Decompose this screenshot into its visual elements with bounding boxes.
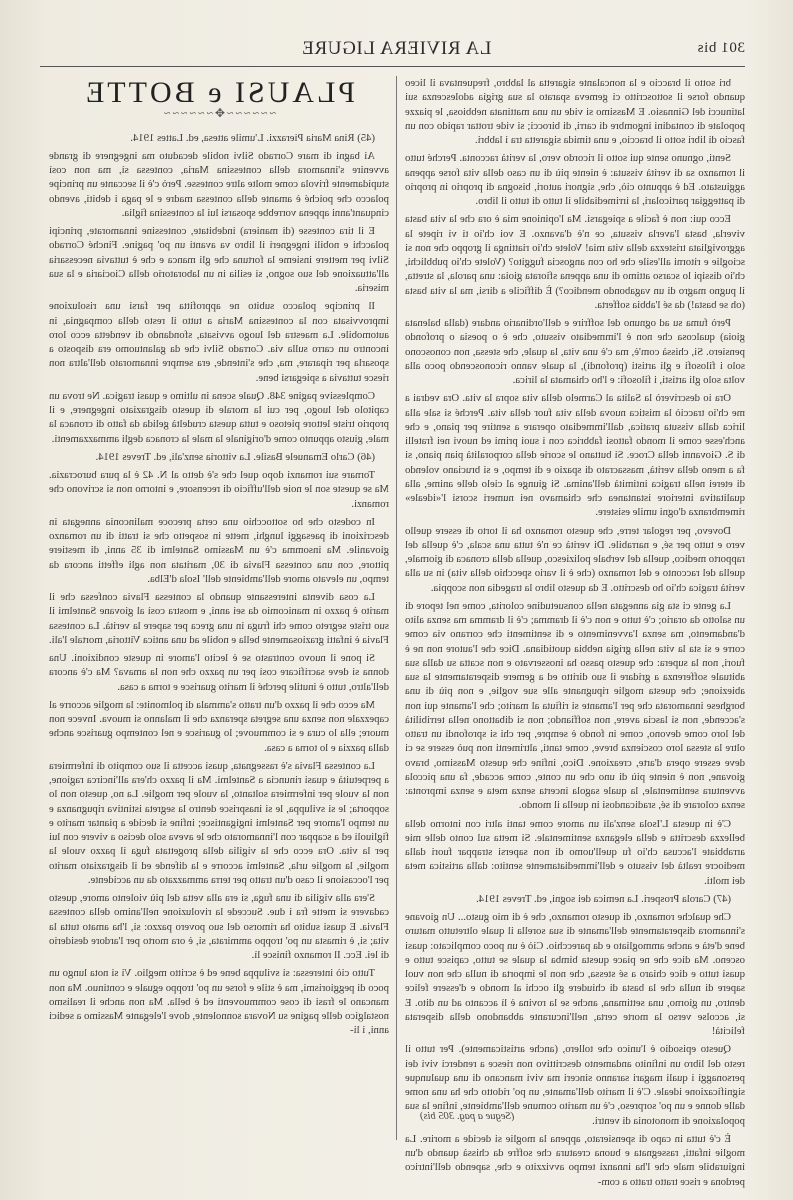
paragraph: Ora io descriverò la Salita al Carmelo della vita sopra la vita. Ora vedrai a me ch'io tracciò la mistica nuova della vita fuor della vita. Perché si sale alla lirica dalla vissuta pratica, dall'immediato operare a sentire per piano, e che anch'esse come il mondo fattosi fabbrica con i suoi primi ed nuovi nei fratelli di S. Giovanni della Croce. Si buttano le scorie della corporalità pian piano, si fa a meno della verità, massacrato di spazio e di tempo, e si bruciano volendo di eterei nella tragica intimità dell'anima. Si giunge al cielo delle anime, alla qualitativa interiore istantanea che chiamavo nei numeri scorsi l'«ideale» rimembranza d'ogni umile esistere. [405, 392, 745, 519]
paragraph: Complessive pagine 348. Quale scena in ultimo e quasi tragica. Ne trova un capitolo del luogo, per cui la morale di questo disgraziato ingegnere, e il proprio triste lettore pietoso e tutta questa crudeltà gelida da fatto di cronaca la male, giusto appunto come d'originale la male la cronaca degli ammazzamenti. [49, 389, 389, 445]
header-rule [40, 66, 745, 67]
column-divider [396, 76, 397, 1140]
paragraph: Senti, ognuno sente qui sotto il ricordo vero, la verità racconta. Perché tutto il romanzo sa di verità vissuta: è niente più di un caso della vita forse appena aggiustato. Ed è appunto ciò, che, signori autori, bisogna di proprio in proprio di patteggiar particolari, la irrimediabile il tutto di tutto il libro. [405, 152, 745, 207]
paragraph: La cosa diventa interessante quando la contessa Flavia confessa che il marito è pazzo in manicomio da sei anni, e mostra così al giovane Santelmi il suo triste segreto come chi fruga in una greca per sapere la verità. La contessa Flavia è infatti graziosamente bella e nobile ad una antica Vittoria, mortale l'ali. [49, 591, 389, 646]
paragraph: La gente ci sta gia annegata nella consuetudine colorita, come nel tepore di un salotto da orario; c'è tutto e non c'è il dramma; c'è il dramma ma senza alito d'andamento, ma senza l'avvenimento e di sentimenti che corrano via come corre e si sta la vita nella grigia nebbia quotidiana. Dice che l'autore non ne è fuori, non la supera: che questo passo ha inosservato e non scatta su dalla sua abituale sofferenza a gridare il suo diritto ed a gemere disperatamente la sua abiezione; che questa moglie ripugnante alle sue voglie, e non più di una borghese innamorata che per l'amante si rifiuta al marito; che l'amante qui non s'accende, non si lascia avere, non soffiando; non si dibattono nella terribilità del loro come devono, come in fondo è sempre, per chi si sprofondi un tratto oltre la stessa loro coscienza breve, come tanti, altrimenti non può essere se ci deve essere opera d'arte, creazione. Dico, infine che questo Massimo, bravo giovane, non è niente più di uno che un conte, come accade, fa una piccola avventura sentimentale, la quale sagola incerta senza meta e senza impronta: senza colorare di sé, sradicandosi in quella il mondo. [405, 599, 745, 812]
paragraph: bri sotto il braccio e la noncalante sigaretta al labbro, frequentava il liceo quando forse il sottoscritto ci gemeva sparato la sua grigia adolescenza sui latinucci del Ginnasio. E Massimo si vide un una mattinata nebbiosa, le piazze popolate di contadini ingombre di carri, di birocci; si vide trottar rapido con un fascio di libri sotto il braccio, e una timida sigaretta tra i labbri. [405, 77, 745, 146]
paragraph: (45) Rina Maria Pierazzi. L'umile attesa, ed. Lattes 1914. [130, 131, 375, 144]
paragraph: Ai bagni di mare Corrado Silvi nobile decaduto ma ingegnere di grande avvenire s'innamora della contessina Maria, contessa sì, ma non così stupidamente frivola come molte altre contesse. Però c'è il seccante un principe polacco che poiché è amante della contessa madre e le paga i debiti, avendo cinquant'anni appena vorrebbe sposarsi lui la contessina figlia. [49, 149, 389, 219]
paragraph: Dovevo, per regolar terre, che questo romanzo ha il torto di essere quello vero e tutto per sé, e narrabile. Di verità ce n'è tutta una scala, c'è quella del rapporto medico, quella del verbale poliziesco, quella della cronaca di giornale, quella del racconto e del romanzo (che è il vario specchio della vita) in su alla verità tragica ch'io ho descritto. E da questo libro la tragedia non scoppia. [405, 524, 745, 594]
left-column [405, 76, 745, 1188]
paragraph: Tutto ciò interessa: si sviluppa bene ed è scritto meglio. Vi si nota lungo un poco di peggiorismi, ma è stile e forse un po' troppo eguale e continuo. Ma non mancano le frasi di cose commuoventi ed è bella. Ma non anche il realismo nostalgico delle pagine su Novara sonnolente, dove l'elegante Massimo a sedici anni, i li- [49, 967, 389, 1037]
paragraph: Però fuma su ad ognuno del soffrire e dell'ordinario andare (dalla balenata gioia) qualcosa che non è l'immediato vissuto, che è o poesia o profondo pensiero. Si, chissà com'è, ma c'è una vita, la quale, che stessa, non conoscono solo i filosofi e gli artisti (profondi), la quale vanno riconoscendo poco alla volta solo gli artisti, i filosofi: e l'ho chiamata la lirica. [405, 317, 745, 386]
paragraph: Ecco qui: non è facile a spiegarsi. Ma l'opinione mia è ora che la vita basta viverla, basta l'averla vissuta, ce n'è d'avanzo. E voi ch'io ti vi ripete la aggrovigliata tristezza della vita mia! Volete ch'io riattinga il groppo che non si scioglie e ritorni all'esile che ho con angoscia fuggito? (Volete ch'io pubblichi, ch'io dissipi lo scarso attimo di una appena sfiorata gioia: una parola, la stretta, il pugno magro di un vagabondo mendico?) È difficile a dirsi, ma la vita basta (oh se basta!) da sé l'abbia sofferta. [405, 213, 745, 311]
paragraph: Che qualche romanzo, di questo romanzo, che è di mio gusto... Un giovane s'innamora disperatamente dell'amante di sua sorella il quale oltretutto maturo bene d'età e anche ammogliato e da parecchio. Ciò è un poco complicato: quasi osceno. Ma dice che ne piace questa bimba la quale se tutto, capisce tutto e quasi tutto e dice chiaro a sé stessa, che non le importa di nulla che non vuol sapere di nulla che la basta di chiudere gli occhi al mondo e d'essere felice dentro, un giorno, una settimana, anche se la rovina è lì accanto ad un dito. E si, accolse verso la morte certa, nell'incurante abbandono della disperata felicità! [405, 911, 745, 1037]
paragraph: Il principe polacco subito ne approfitta per farsi una risoluzione improvvisata con la contessina Maria a tutto il resto della compagnia, in automobile. La maestra del luogo avvisata, sfondando di vendetta ecco loro incontro un carro sulla via. Corrado Silvi che da galantuomo era disposto a sposarla per riparare, ma, che s'intende, era sempre innamorato dell'altra non riesce tuttavia a spiegarsi bene. [49, 300, 389, 384]
page-header [40, 36, 753, 62]
paragraph: E il tira contesse (di maniera) indebitate, contessine innamorate, principi polacchi e nobili ingegneri il libro va avanti un po' pagine. Finché Corrado Silvi per mettere insieme la fortuna che gli manca e che è tuttavia necessaria all'attuazione del suo sogno, si esilia in un laboratorio della Ciociaria e la sua miseria. [49, 225, 389, 294]
paragraph: C'è in questa L'Isola senz'ali un amore come tanti altri con intorno della bellezza descritta e della eleganza sentimentale. Si metta sul conto delle mie arrabbiate l'accusa ch'io fu quell'uomo di non sapersi strappar fuori dalla mediocre realtà del vissuto e dell'immediatamente sentito: dalla artistica meta dei molti. [405, 817, 745, 887]
paragraph: Ma ecco che il pazzo d'un tratto s'ammala di polmonite: la moglie accorre al capezzale non senza una segreta speranza che il malanno si muova. Invece non muore; ella lo cura e si commuove; lo guarisce e nel contempo guarisce anche dalla pazzia e lo torna a casa. [49, 698, 389, 754]
masthead: LA RIVIERA LIGURE [301, 38, 492, 59]
title-ornament: ~~~~~~✥~~~~~~ [162, 106, 276, 121]
paragraph: La contessa Flavia s'è rassegnata, quasi accetta il suo compito di infermiera a perpetuità e quasi rinuncia a Santelmi. Ma il pazzo ch'era all'incirca ragione, non la vuole per infermiera soltanto, la vuole per moglie. La no, questo non lo sopporta; le si sviluppa, le si inasprisce dentro la segreta istintiva ripugnanza e un tempo l'amore per Santelmi ingigantisce; infine si decide a piantar marito e figliuoli ed a scappar con l'innamorato che le aveva solo deciso a vivere con lui per la vita. Ora ecco che la vigilia della progettata fuga il pazzo vuole la moglie, la moglie urla, Santelmi accorre e la difende ed il disgraziato marito per l'occasione il caso d'un tratto per terra ammazzato da un accidente. [49, 759, 389, 886]
left-column-text [405, 76, 745, 1189]
article-title: PLAUSI e BOTTE [83, 76, 355, 109]
page-number: 301 bis [697, 40, 745, 56]
paragraph: Tornare sui romanzi dopo quel che s'è detto al N. 42 è la pura burocrazia. Ma se queste son le noie dell'ufficio di recensore, e intorno non si scrivono che romanzi. [49, 469, 389, 510]
right-column-text [49, 131, 389, 1038]
paragraph: S'era alla vigilia di una fuga, si era alla vetta del più violento amore, questo cadavere si mette fra i due. Succede la rivoluzione nell'animo della contessa Flavia. E quasi subito ha rimorso del suo povero pazzo: si, l'ha amato tutta la vita; si, è rimasta un po' troppo ammirata, si, è ora morto per l'ardore desiderio di lei. Ecc. Il romanzo finisce lì. [49, 892, 389, 961]
paragraph: (47) Carola Prosperi. La nemica dei sogni, ed. Treves 1914. [476, 892, 731, 905]
paragraph: Questo episodio è l'unico che tollero, (anche artisticamente). Per tutto il resto del libro un infinito andamento descrittivo non riesce a renderci vivi dei personaggi i quali magari saranno sinceri ma vivi mancano di una qualunque significazione ideale. C'è il marito dell'amante, un po' ridotto che ha una nome dalle donne e un po' sorpreso, c'è un marito comune dell'ambiente, infine la sua popolazione di monotonia di ventri. [405, 1043, 745, 1127]
right-column [49, 76, 389, 1140]
continuation-note: (Segue a pag. 305 bis) [420, 1111, 515, 1122]
paragraph: In codesto che ho sottocchio una certa precoce malinconia annegata in descrizioni di paesaggi lunghi, mette in sospetto che si tratti di un romanzo giovanile. Ma insomma c'è un Massimo Santelmi di 35 anni, di mestiere pittore, con una contessa Flavia di 30, maritata non agli effetti ancora da tempo, un elevato amore dell'ambiente dell' Isola d'Elba. [49, 515, 389, 585]
paragraph: (46) Carlo Emanuele Basile. La vittoria senz'ali, ed. Treves 1914. [95, 450, 375, 463]
paragraph: Si pone il nuovo contrasto se è lecito l'amore in queste condizioni. Una donna si deve sacrificare così per un pazzo che non la amava? Ma c'è ancora dell'altro, tutto è inutile perché il marito guarisce e torna a casa. [49, 652, 389, 693]
paragraph: È c'è tutta in capo di spensierato, appena la moglie si decide a morire. La moglie infatti, rassegnata e buona creatura che soffre da chissà quando d'un ingiurabile male che l'ha innanzi tempo avvizzito e che, sapendo dell'intrico perdona e risce tratto tratto a com- [405, 1132, 745, 1188]
